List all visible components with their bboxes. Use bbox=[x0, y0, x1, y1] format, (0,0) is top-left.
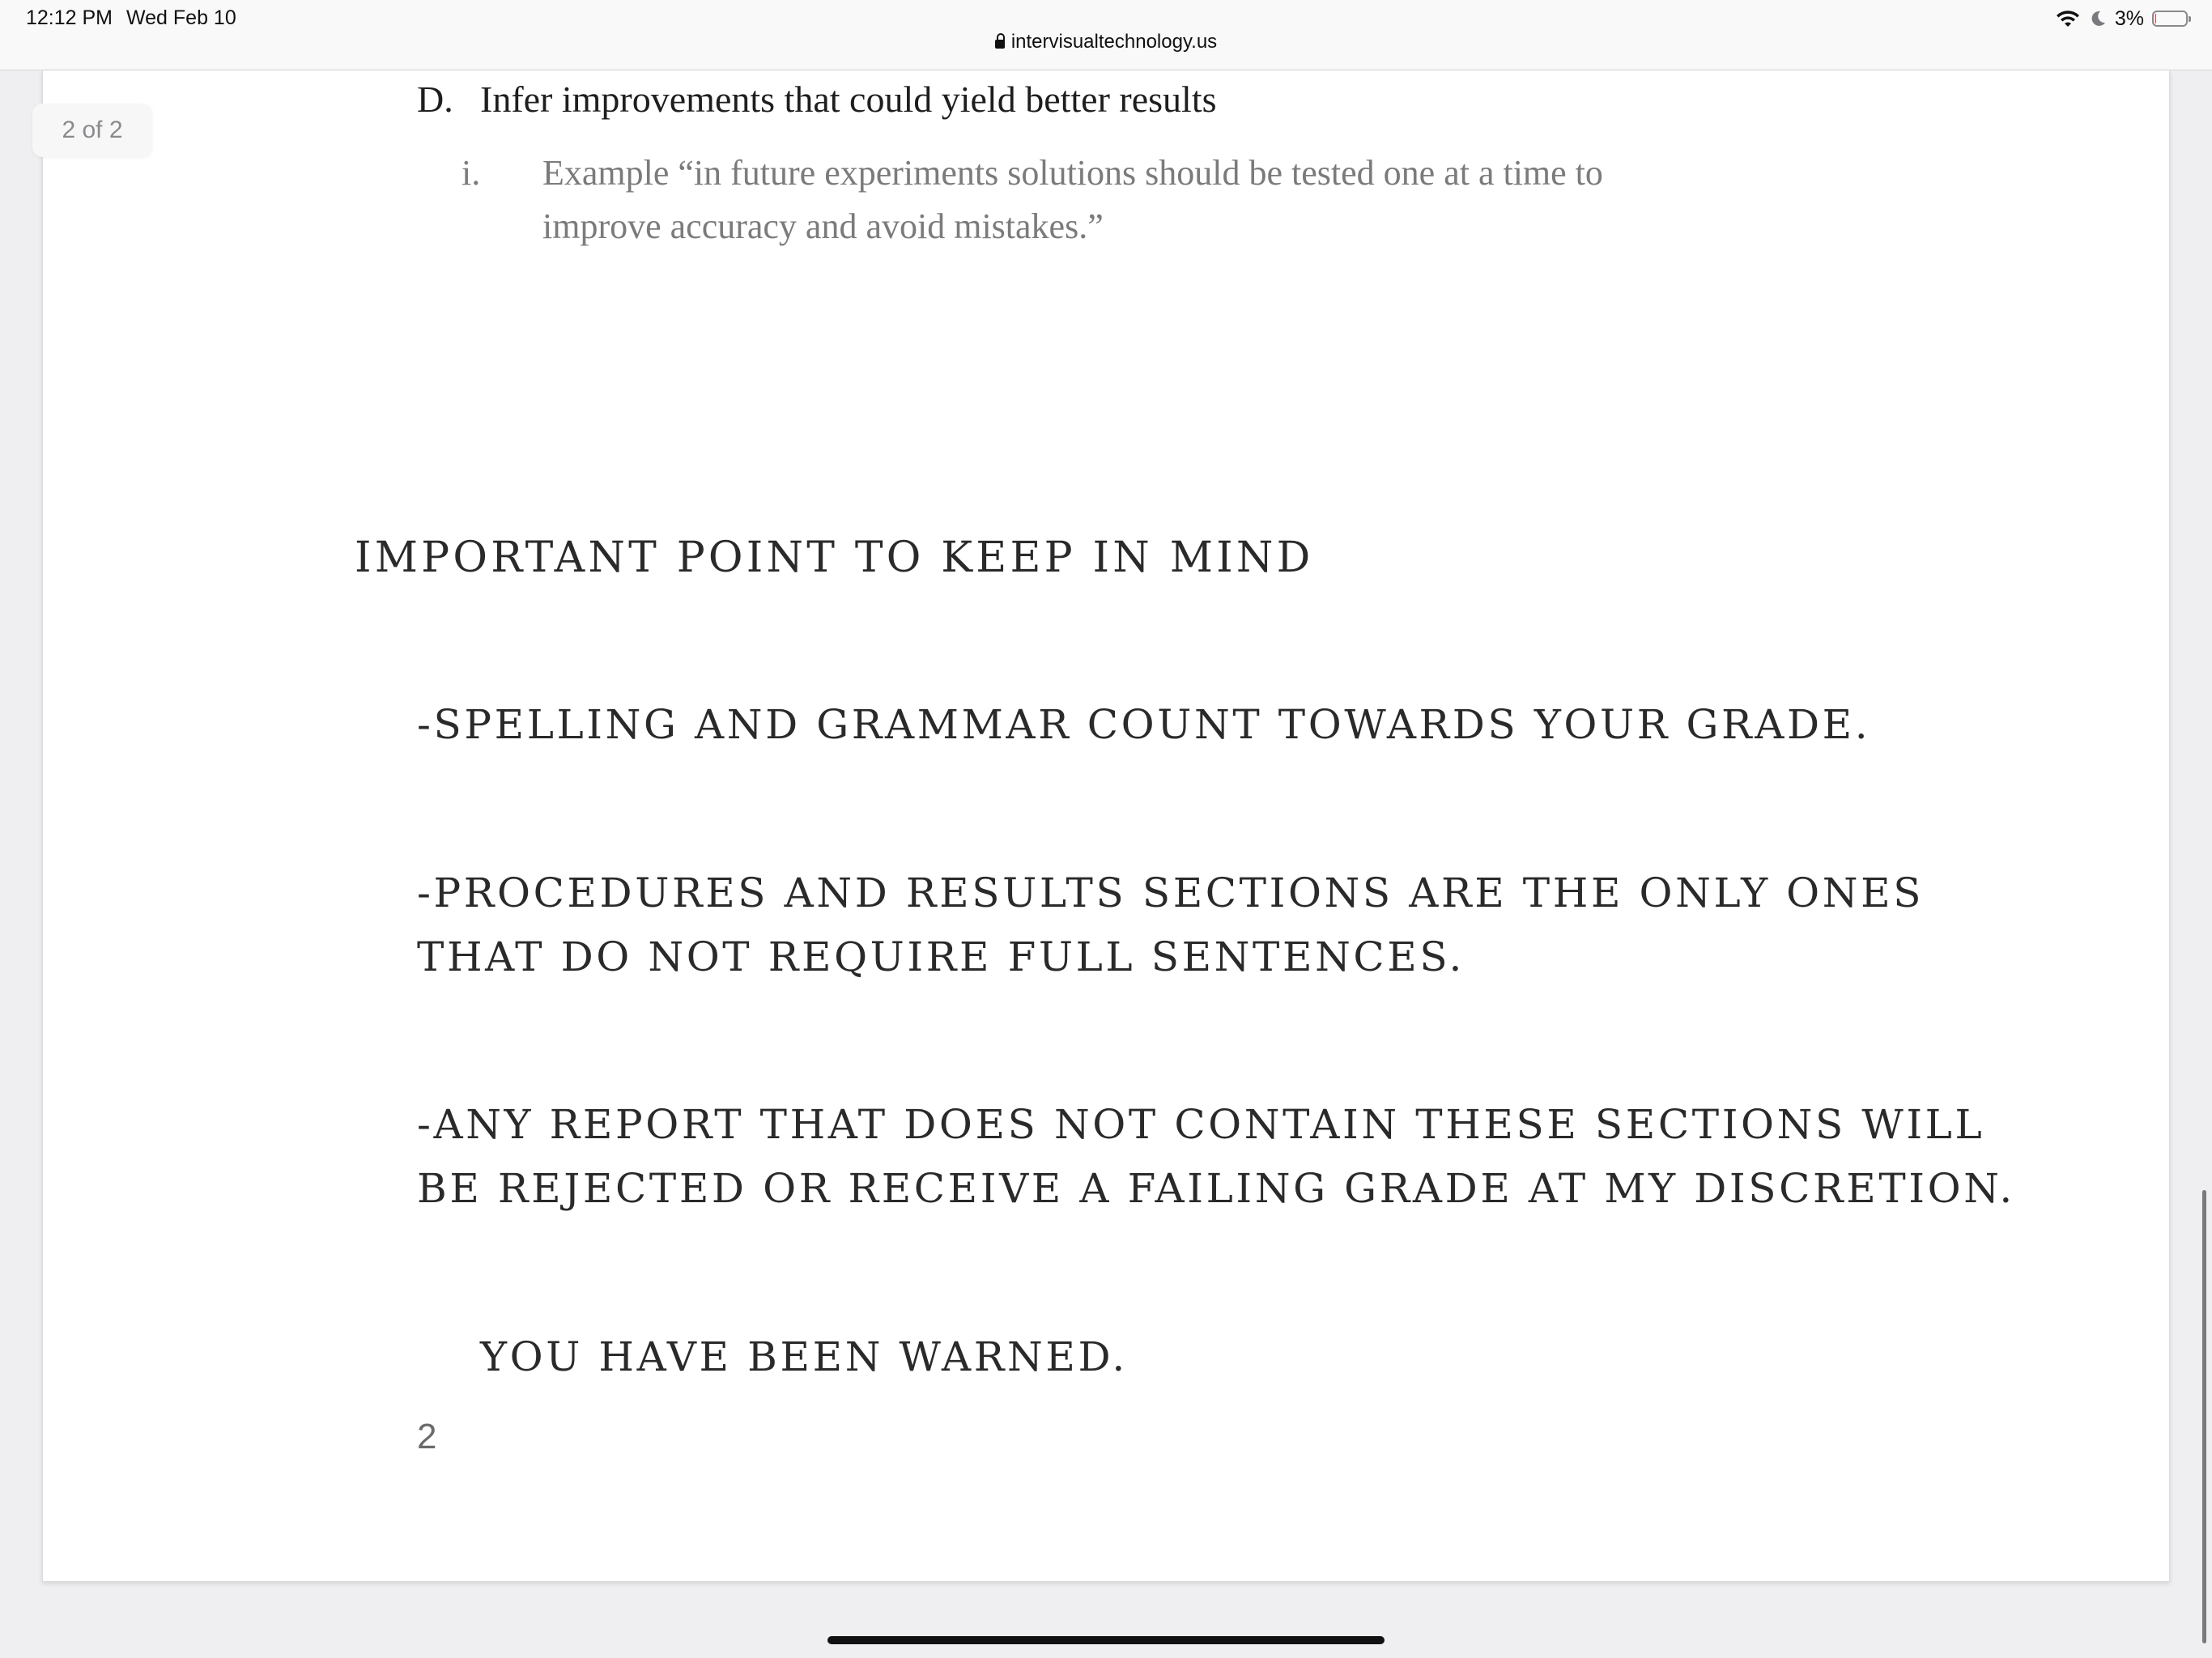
wifi-icon bbox=[2055, 9, 2081, 28]
battery-icon bbox=[2152, 11, 2188, 27]
list-marker-d: D. bbox=[417, 79, 453, 120]
important-point-line: BE REJECTED OR RECEIVE A FAILING GRADE AT MY DISCRETION. bbox=[417, 1165, 2015, 1212]
section-heading: IMPORTANT POINT TO KEEP IN MIND bbox=[355, 534, 1314, 582]
status-indicators bbox=[2055, 6, 2188, 31]
scrollbar[interactable] bbox=[2202, 1190, 2206, 1643]
important-point-line: THAT DO NOT REQUIRE FULL SENTENCES. bbox=[417, 933, 1465, 980]
warning-text: YOU HAVE BEEN WARNED. bbox=[480, 1333, 1128, 1380]
list-item-i-line: improve accuracy and avoid mistakes.” bbox=[542, 206, 1104, 246]
home-indicator[interactable] bbox=[827, 1636, 1385, 1644]
page-indicator: 2 of 2 bbox=[32, 104, 152, 157]
battery-level bbox=[2155, 14, 2156, 23]
page-number: 2 bbox=[417, 1417, 437, 1456]
important-point-line: -ANY REPORT THAT DOES NOT CONTAIN THESE SECTIONS WILL bbox=[417, 1101, 1985, 1148]
list-item-i-line: Example “in future experiments solutions should be tested one at a time to bbox=[542, 153, 1603, 193]
address-bar[interactable] bbox=[0, 31, 2212, 53]
battery-percent: 3% bbox=[2114, 6, 2144, 30]
important-point-line: -PROCEDURES AND RESULTS SECTIONS ARE THE ONLY ONES bbox=[417, 869, 1925, 916]
status-bar bbox=[0, 0, 2212, 70]
status-date: Wed Feb 10 bbox=[126, 6, 236, 29]
list-item-d: Infer improvements that could yield better results bbox=[480, 79, 1217, 120]
moon-icon bbox=[2089, 10, 2107, 28]
lock-icon bbox=[995, 40, 1005, 49]
status-time: 12:12 PM bbox=[26, 6, 113, 29]
url-text: intervisualtechnology.us bbox=[1010, 31, 1218, 53]
list-marker-i: i. bbox=[462, 153, 481, 193]
important-point-line: -SPELLING AND GRAMMAR COUNT TOWARDS YOUR GRADE. bbox=[417, 701, 1871, 748]
